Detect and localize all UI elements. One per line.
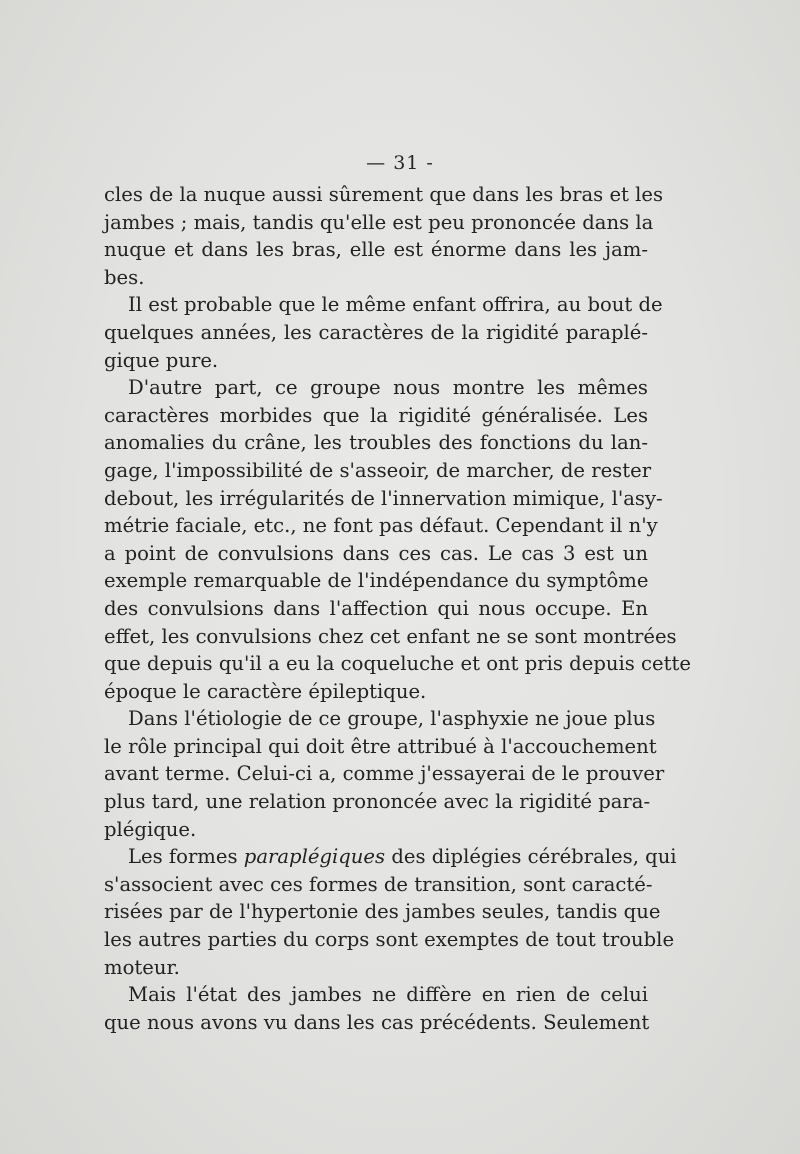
- body-text: [104, 181, 691, 1036]
- text-line: plus tard, une relation prononcée avec la rigidité para-: [104, 790, 651, 814]
- text-line: Dans l'étiologie de ce groupe, l'asphyxie ne joue plus: [128, 707, 656, 731]
- text-line: bes.: [104, 265, 145, 289]
- text-line: quelques années, les caractères de la rigidité paraplé-: [104, 320, 648, 344]
- text-line: que depuis qu'il a eu la coqueluche et ont pris depuis cette: [104, 652, 691, 676]
- text-line: époque le caractère épileptique.: [104, 679, 427, 703]
- paragraph-3: [104, 374, 691, 705]
- text-line: anomalies du crâne, les troubles des fonctions du lan-: [104, 431, 648, 455]
- text-line: cles de la nuque aussi sûrement que dans les bras et les: [104, 183, 664, 206]
- paragraph-6: [104, 981, 648, 1036]
- text-line: s'associent avec ces formes de transition, sont caracté-: [104, 872, 653, 896]
- text-line: avant terme. Celui-ci a, comme j'essayerai de le prouver: [104, 762, 665, 786]
- text-line: jambes ; mais, tandis qu'elle est peu prononcée dans la: [104, 210, 654, 234]
- text-line: D'autre part, ce groupe nous montre les mêmes: [128, 376, 648, 400]
- paragraph-1: [104, 181, 664, 291]
- text-line: nuque et dans les bras, elle est énorme dans les jam-: [104, 238, 648, 262]
- text-line: le rôle principal qui doit être attribué à l'accouchement: [104, 734, 657, 758]
- text-line: moteur.: [104, 955, 180, 979]
- text-line: effet, les convulsions chez cet enfant ne se sont montrées: [104, 624, 677, 648]
- text-line: debout, les irrégularités de l'innervation mimique, l'asy-: [104, 486, 663, 510]
- text-line: risées par de l'hypertonie des jambes seules, tandis que: [104, 900, 661, 924]
- text-line: métrie faciale, etc., ne font pas défaut. Cependant il n'y: [104, 514, 658, 538]
- text-line: Mais l'état des jambes ne diffère en rien de celui: [128, 983, 648, 1007]
- text-line: les autres parties du corps sont exemptes de tout trouble: [104, 928, 675, 952]
- italic-term: paraplégiques: [243, 845, 386, 869]
- text-segment: Les formes: [128, 845, 238, 869]
- text-line: plégique.: [104, 817, 197, 841]
- text-segment: des diplégies cérébrales, qui: [391, 845, 677, 869]
- text-line: que nous avons vu dans les cas précédents. Seulement: [104, 1010, 650, 1034]
- text-line: exemple remarquable de l'indépendance du symptôme: [104, 569, 649, 593]
- paragraph-4: [104, 705, 665, 843]
- paragraph-2: [104, 291, 663, 374]
- page-number: — 31 -: [366, 152, 434, 174]
- text-line: a point de convulsions dans ces cas. Le cas 3 est un: [104, 541, 648, 565]
- text-line: Il est probable que le même enfant offrira, au bout de: [128, 293, 663, 317]
- paragraph-5: [104, 843, 677, 981]
- text-line: gique pure.: [104, 348, 219, 372]
- text-line: [104, 843, 677, 871]
- text-line: caractères morbides que la rigidité généralisée. Les: [104, 403, 648, 427]
- text-line: des convulsions dans l'affection qui nous occupe. En: [104, 596, 648, 620]
- text-line: gage, l'impossibilité de s'asseoir, de marcher, de rester: [104, 458, 652, 482]
